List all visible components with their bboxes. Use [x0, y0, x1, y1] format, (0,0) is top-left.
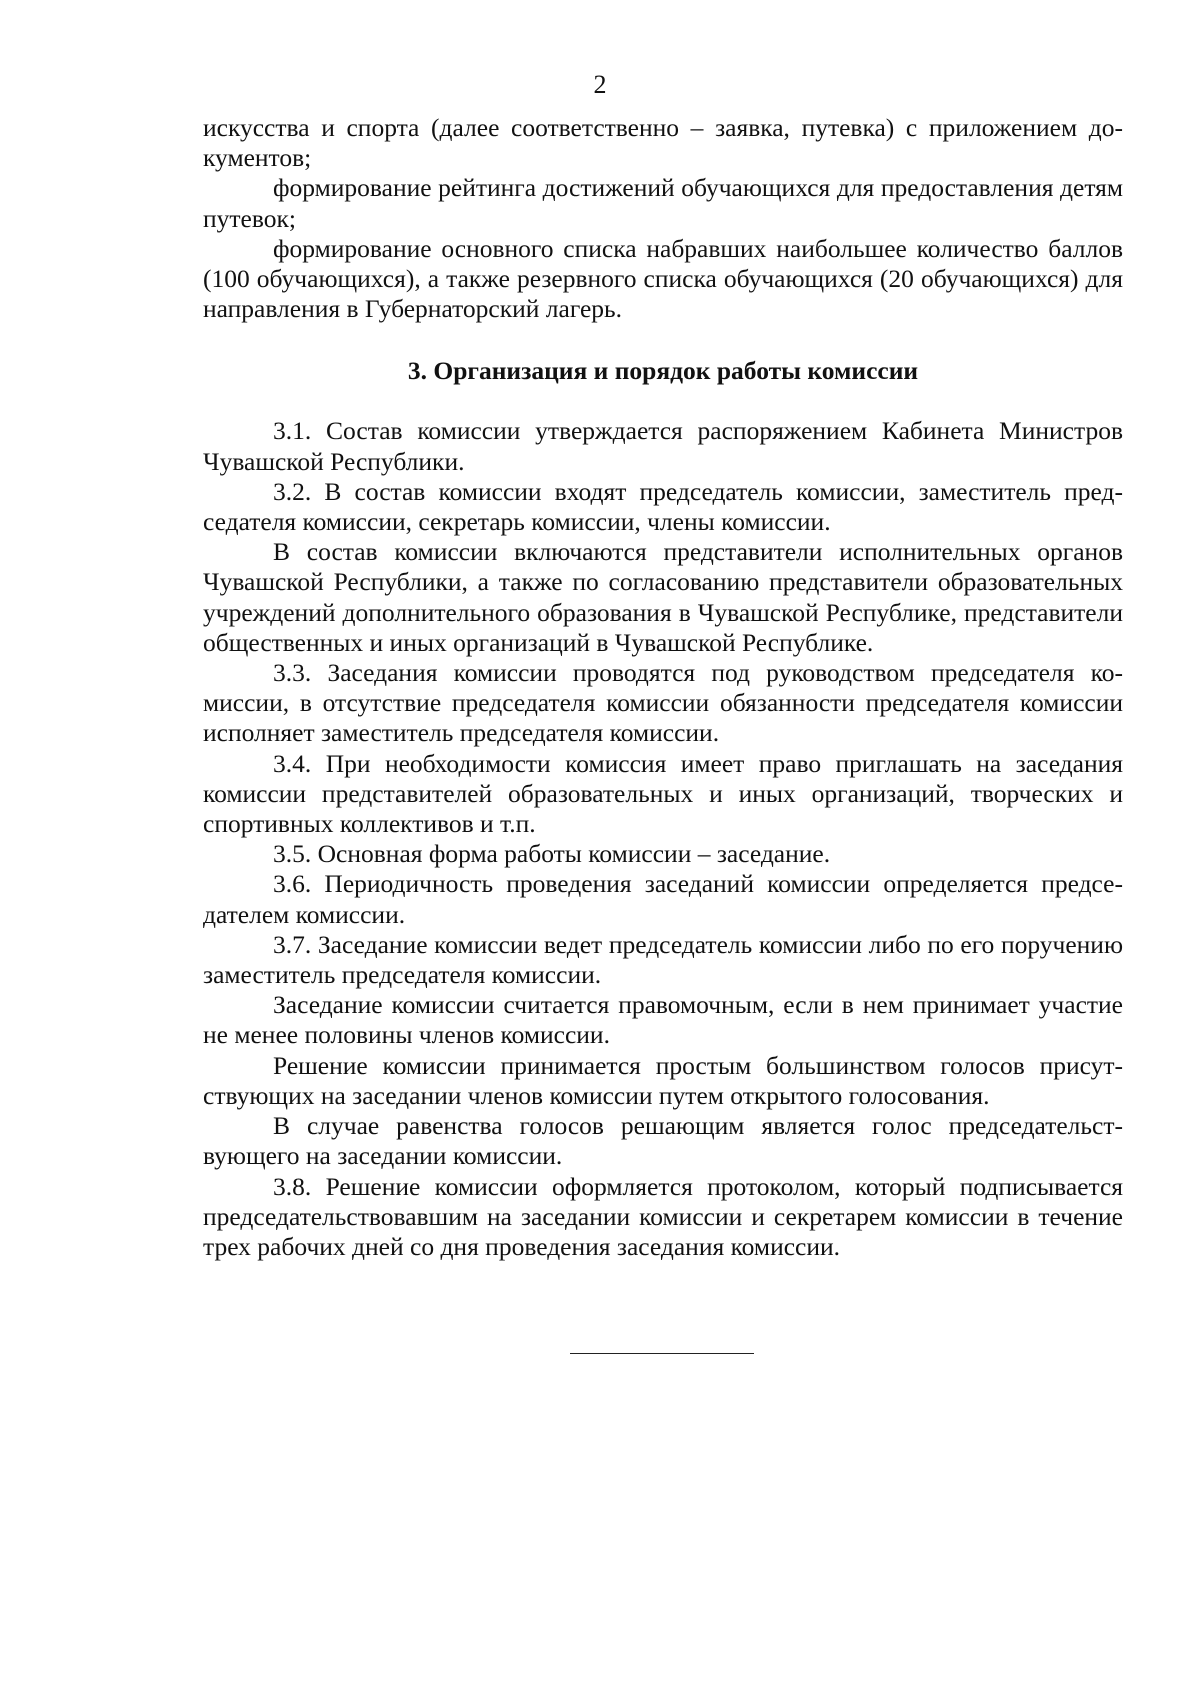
paragraph-intro-3: формирование основного списка набравших наибольшее количество баллов (100 обучающихся), а также резервного списка обучающихся (20 обучающихся) для направления в Губернаторский лагерь.: [203, 233, 1123, 324]
paragraph-3-7-tie: В случае равенства голосов решающим является голос председательствующего на заседании комиссии.: [203, 1111, 1123, 1171]
end-of-document-rule: [570, 1353, 754, 1354]
paragraph-3-2-members: В состав комиссии включаются представители исполнительных органов Чувашской Республики, а также по согласованию представители образовательных учреждений дополнительного образования в Чувашской Республике, представители общественных и иных организаций в Чувашской Республике.: [203, 537, 1123, 657]
section-heading: 3. Организация и порядок работы комиссии: [407, 356, 919, 386]
document-body: [203, 113, 1123, 1262]
paragraph-3-4: 3.4. При необходимости комиссия имеет право приглашать на заседания комиссии представителей образовательных и иных организаций, творческих и спортивных коллективов и т.п.: [203, 748, 1123, 839]
page-number: 2: [593, 70, 607, 99]
paragraph-3-3: 3.3. Заседания комиссии проводятся под руководством председателя комиссии, в отсутствие председателя комиссии обязанности председателя комиссии исполняет заместитель председателя комиссии.: [203, 658, 1123, 748]
paragraph-3-1: 3.1. Состав комиссии утверждается распоряжением Кабинета Министров Чувашской Республики.: [203, 416, 1123, 476]
paragraph-intro-2: формирование рейтинга достижений обучающихся для предоставления детям путевок;: [203, 173, 1123, 233]
paragraph-3-5: 3.5. Основная форма работы комиссии – заседание.: [273, 839, 831, 869]
paragraph-3-7-quorum: Заседание комиссии считается правомочным, если в нем принимает участие не менее половины членов комиссии.: [203, 990, 1123, 1050]
paragraph-3-2: 3.2. В состав комиссии входят председатель комиссии, заместитель председателя комиссии, секретарь комиссии, члены комиссии.: [203, 476, 1123, 537]
paragraph-3-7-majority: Решение комиссии принимается простым большинством голосов присутствующих на заседании членов комиссии путем открытого голосования.: [203, 1050, 1123, 1110]
paragraph-3-8: 3.8. Решение комиссии оформляется протоколом, который подписывается председательствовавшим на заседании комиссии и секретарем комиссии в течение трех рабочих дней со дня проведения заседания комиссии.: [203, 1171, 1123, 1261]
paragraph-3-6: 3.6. Периодичность проведения заседаний комиссии определяется председателем комиссии.: [203, 869, 1123, 929]
paragraph-intro-1: искусства и спорта (далее соответственно – заявка, путевка) с приложением документов;: [203, 113, 1123, 173]
paragraph-3-7: 3.7. Заседание комиссии ведет председатель комиссии либо по его поручению заместитель председателя комиссии.: [203, 929, 1123, 990]
